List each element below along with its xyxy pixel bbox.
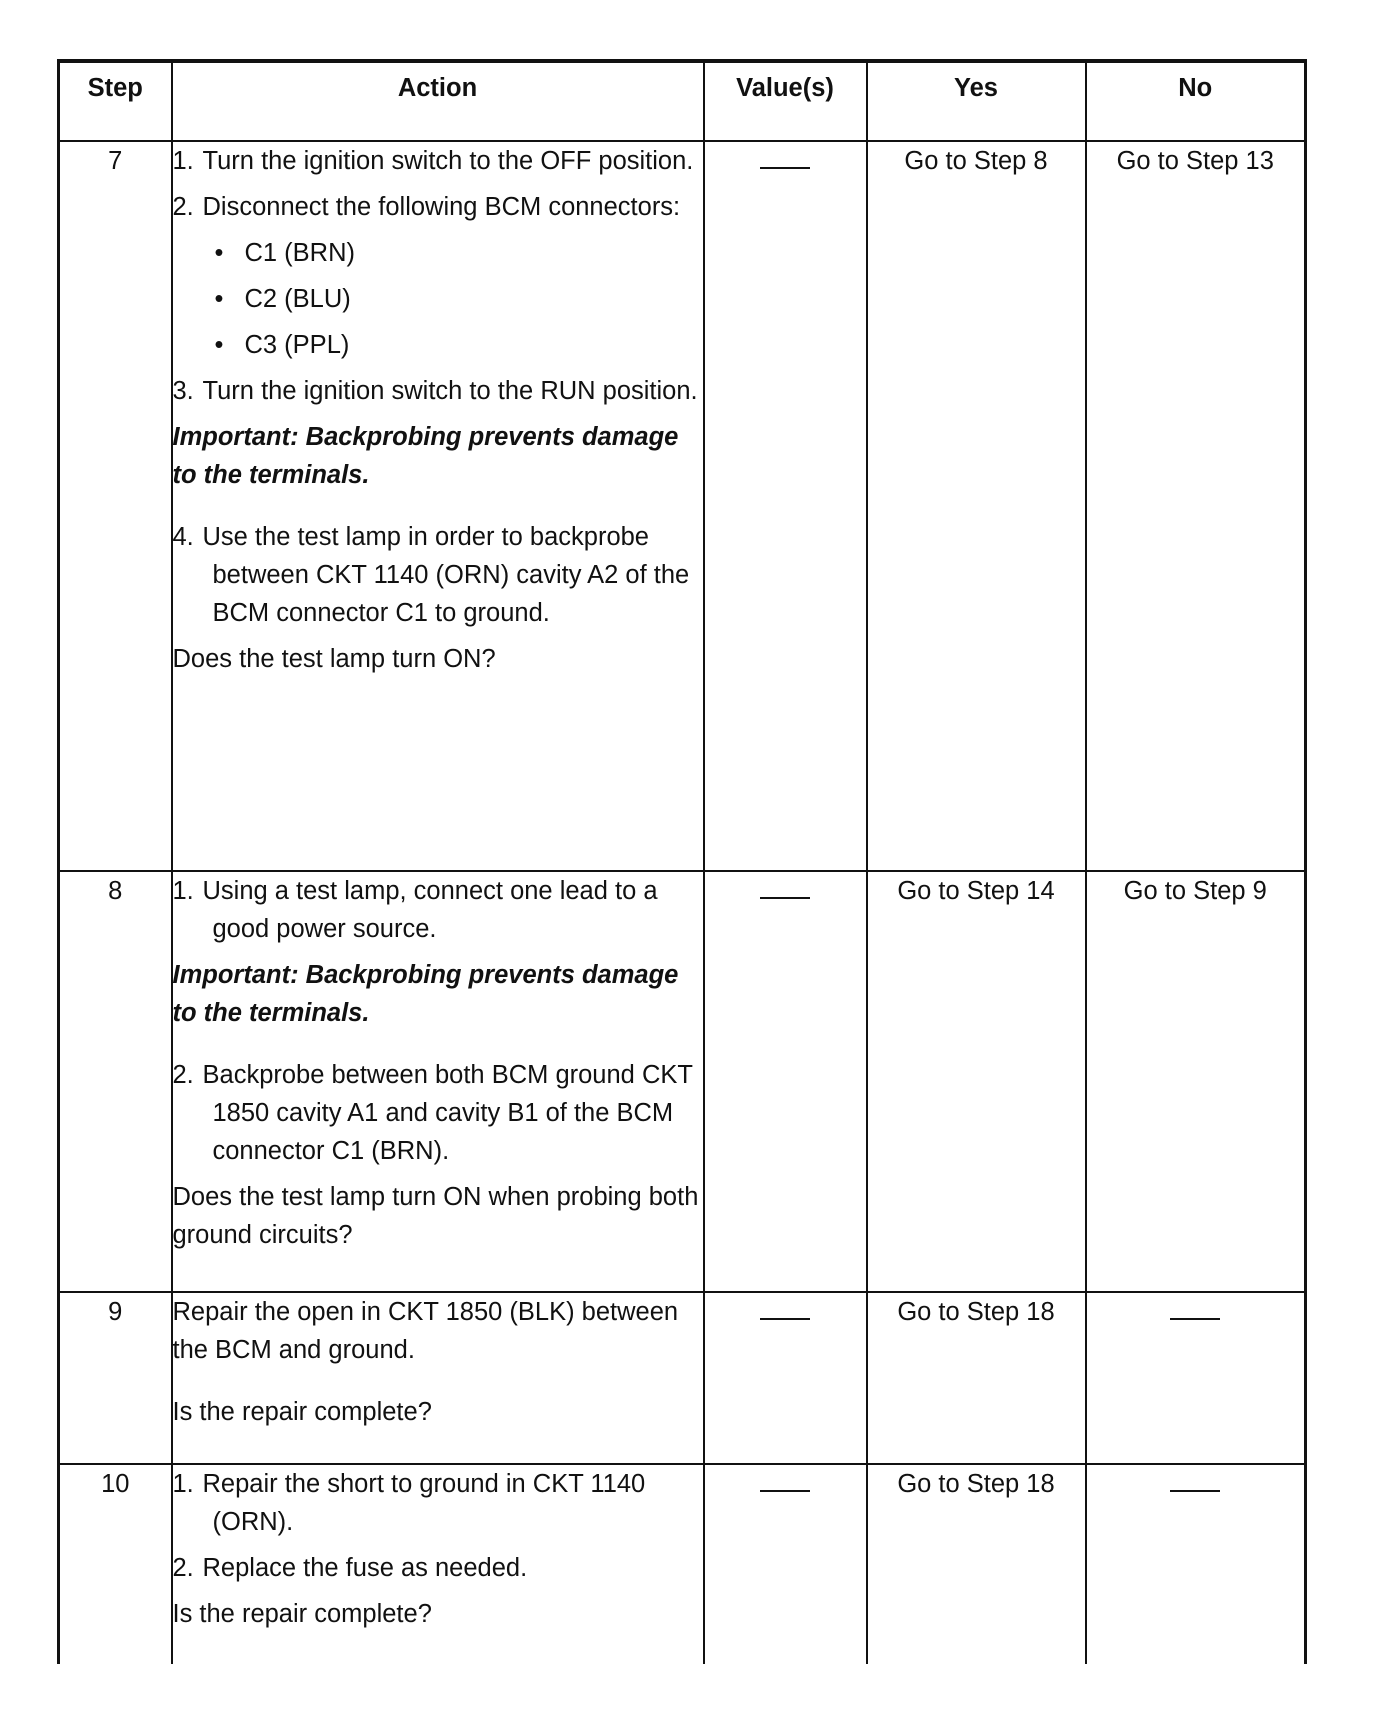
action-cell: [172, 1292, 704, 1464]
action-cell: [172, 141, 704, 871]
action-item: 1. Using a test lamp, connect one lead to a good power source.: [172, 877, 658, 943]
dash-mark: [760, 167, 810, 169]
header-step: Step: [59, 61, 172, 141]
action-item: 2. Disconnect the following BCM connectors:: [172, 193, 681, 221]
dash-mark: [760, 1318, 810, 1320]
value-cell: [704, 141, 867, 871]
action-cell: [172, 1464, 704, 1664]
diagnostic-table: [57, 59, 1307, 1664]
important-note: Important: Backprobing prevents damage to the terminals.: [172, 961, 679, 1027]
header-row: [59, 61, 1306, 141]
no-cell: Go to Step 13: [1086, 141, 1306, 871]
connector-bullet: • C3 (PPL): [173, 326, 703, 364]
question: Is the repair complete?: [172, 1398, 432, 1426]
question: Does the test lamp turn ON when probing both ground circuits?: [172, 1183, 699, 1249]
action-text: Repair the open in CKT 1850 (BLK) between the BCM and ground.: [172, 1298, 679, 1364]
bullet-icon: •: [214, 331, 224, 359]
question: Does the test lamp turn ON?: [172, 645, 496, 673]
bullet-icon: •: [214, 239, 224, 267]
action-item: 2. Backprobe between both BCM ground CKT 1850 cavity A1 and cavity B1 of the BCM connector C1 (BRN).: [172, 1061, 693, 1165]
table-row: [59, 871, 1306, 1292]
action-item: 3. Turn the ignition switch to the RUN position.: [172, 377, 698, 405]
step-number: 8: [59, 871, 172, 1292]
action-item: 4. Use the test lamp in order to backprobe between CKT 1140 (ORN) cavity A2 of the BCM connector C1 to ground.: [172, 523, 690, 627]
table-row: [59, 1292, 1306, 1464]
yes-cell: Go to Step 14: [867, 871, 1086, 1292]
step-number: 7: [59, 141, 172, 871]
dash-mark: [1170, 1318, 1220, 1320]
connector-bullet: • C1 (BRN): [173, 234, 703, 272]
value-cell: [704, 1292, 867, 1464]
no-cell: [1086, 1464, 1306, 1664]
no-cell: Go to Step 9: [1086, 871, 1306, 1292]
no-cell: [1086, 1292, 1306, 1464]
header-action: Action: [172, 61, 704, 141]
action-item: 1. Turn the ignition switch to the OFF position.: [172, 147, 694, 175]
question: Is the repair complete?: [172, 1600, 432, 1628]
header-yes: Yes: [867, 61, 1086, 141]
value-cell: [704, 871, 867, 1292]
step-number: 10: [59, 1464, 172, 1664]
header-values: Value(s): [704, 61, 867, 141]
yes-cell: Go to Step 18: [867, 1292, 1086, 1464]
action-item: 2. Replace the fuse as needed.: [172, 1554, 528, 1582]
dash-mark: [760, 897, 810, 899]
step-number: 9: [59, 1292, 172, 1464]
value-cell: [704, 1464, 867, 1664]
important-note: Important: Backprobing prevents damage to the terminals.: [172, 423, 679, 489]
table-row: [59, 1464, 1306, 1664]
dash-mark: [760, 1490, 810, 1492]
yes-cell: Go to Step 18: [867, 1464, 1086, 1664]
bullet-icon: •: [214, 285, 224, 313]
header-no: No: [1086, 61, 1306, 141]
table-row: [59, 141, 1306, 871]
connector-bullet: • C2 (BLU): [173, 280, 703, 318]
dash-mark: [1170, 1490, 1220, 1492]
action-item: 1. Repair the short to ground in CKT 1140 (ORN).: [172, 1470, 646, 1536]
action-cell: [172, 871, 704, 1292]
diagnostic-table-container: [57, 59, 1304, 1664]
yes-cell: Go to Step 8: [867, 141, 1086, 871]
